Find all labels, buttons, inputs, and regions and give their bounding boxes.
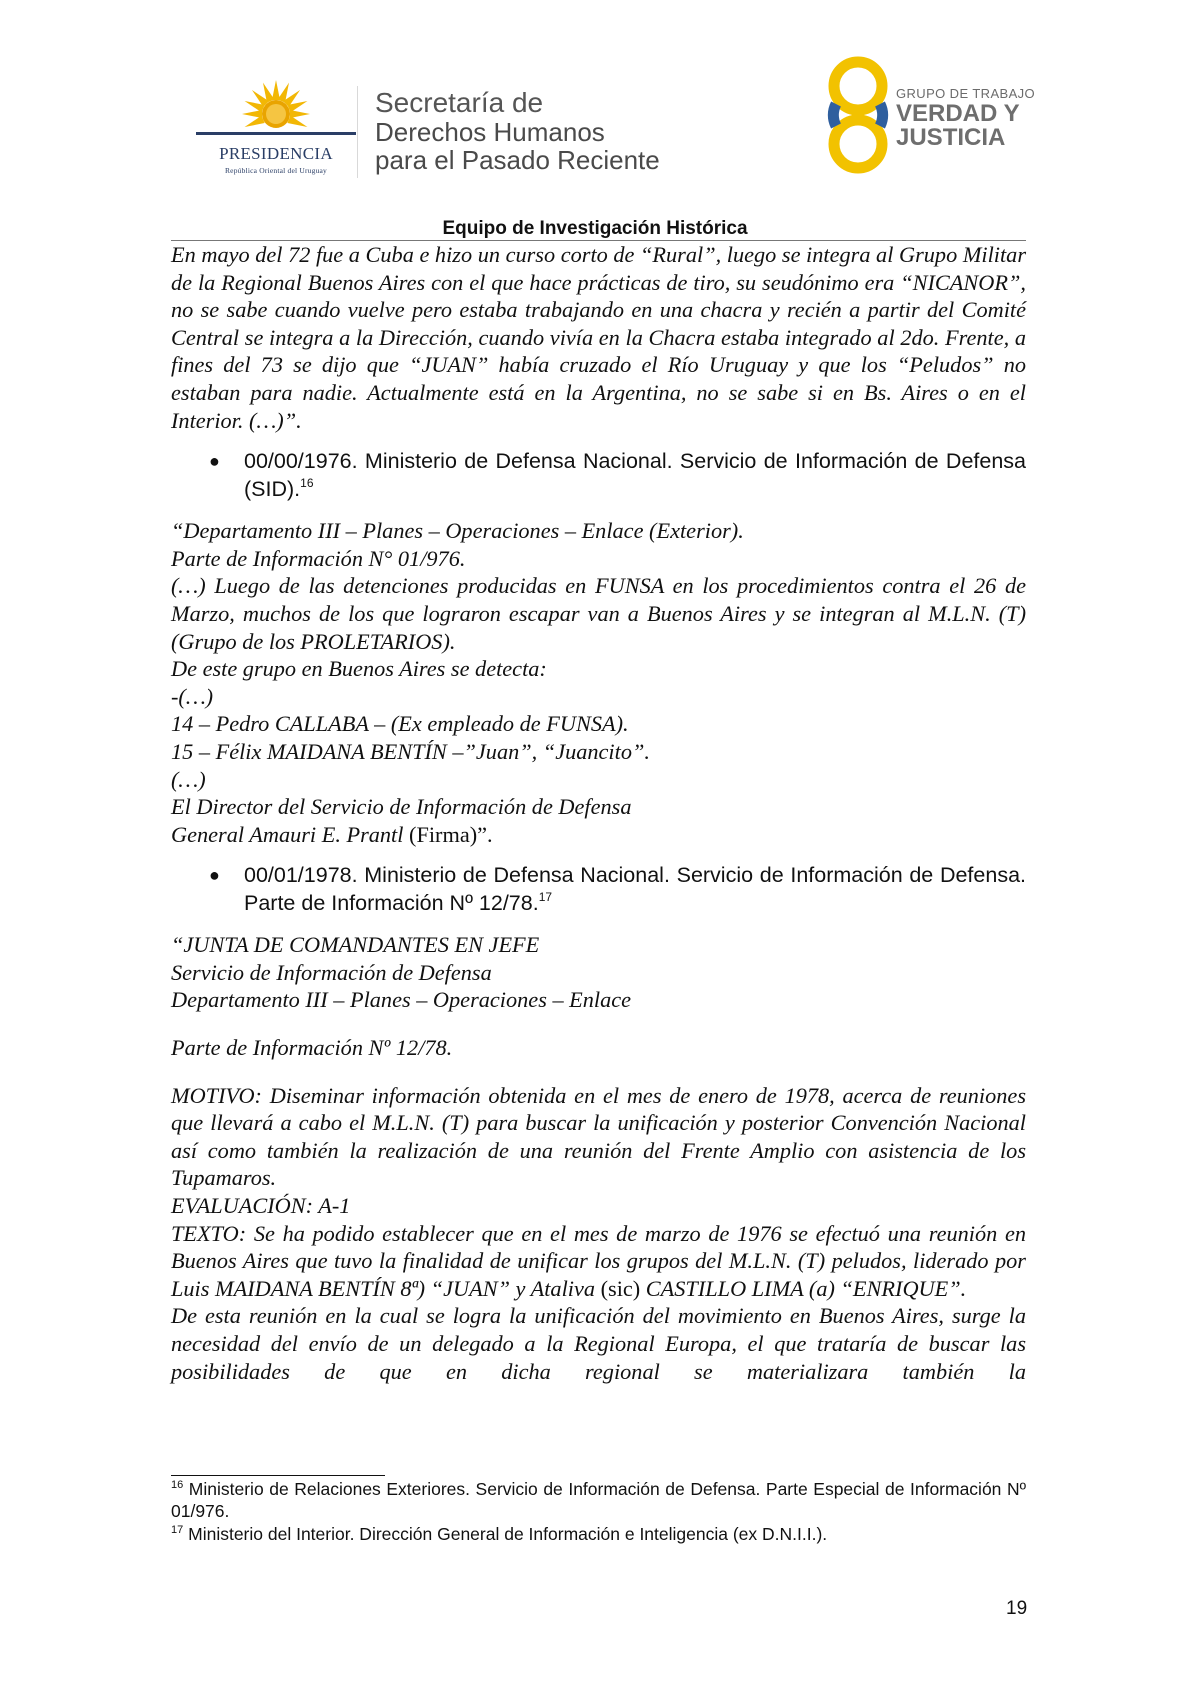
motivo-paragraph: MOTIVO: Diseminar información obtenida en el mes de enero de 1978, acerca de reuniones que llevará a cabo el M.L.N. (T) para buscar la unificación y posterior Convención Nacional así como también la realización de una reunión del Frente Amplio con asistencia de los Tupamaros.: [171, 1082, 1026, 1191]
bullet-text: 00/01/1978. Ministerio de Defensa Nacional. Servicio de Información de Defensa. Parte de Información Nº 12/78.: [244, 863, 1026, 915]
quote-line: “JUNTA DE COMANDANTES EN JEFE: [171, 932, 540, 958]
quote-line: -(…): [171, 683, 214, 709]
team-title: Equipo de Investigación Histórica: [442, 218, 748, 239]
logo-separator: [357, 86, 358, 178]
evaluacion-line: EVALUACIÓN: A-1: [171, 1193, 351, 1219]
page-header: [0, 0, 1190, 215]
quote-line: Parte de Información N° 01/976.: [171, 545, 466, 571]
footnote-text: Ministerio de Relaciones Exteriores. Servicio de Información de Defensa. Parte Especial de Información Nº 01/976.: [171, 1479, 1026, 1521]
document-body: [171, 241, 1026, 1385]
quote-paragraph: (…) Luego de las detenciones producidas en FUNSA en los procedimientos contra el 26 de Marzo, muchos de los que lograron escapar van a Buenos Aires y se integran al M.L.N. (T) (Grupo de los PROLETARIOS).: [171, 573, 1026, 654]
verdad-justicia-rings-icon: [818, 54, 908, 178]
secretaria-line2: Derechos Humanos: [375, 117, 605, 147]
footnote-separator: [171, 1475, 385, 1476]
vj-line1: VERDAD Y: [896, 100, 1020, 127]
secretaria-line1: Secretaría de: [375, 87, 544, 118]
quote-line: Parte de Información Nº 12/78.: [171, 1035, 453, 1061]
sic-note: (sic): [600, 1275, 641, 1301]
bullet-text: 00/00/1976. Ministerio de Defensa Nacional. Servicio de Información de Defensa (SID).: [244, 449, 1026, 501]
quote-line: 15 – Félix MAIDANA BENTÍN –”Juan”, “Juancito”.: [171, 738, 650, 764]
verdad-justicia-wordmark: [896, 86, 1035, 150]
secretaria-wordmark: [375, 88, 660, 174]
secretaria-line3: para el Pasado Reciente: [375, 145, 660, 175]
page-number: 19: [1006, 1598, 1028, 1619]
signature-note: (Firma)”.: [409, 821, 493, 847]
quote-line: (…): [171, 766, 206, 792]
footnote-number: 16: [171, 1479, 184, 1491]
final-paragraph: De esta reunión en la cual se logra la unificación del movimiento en Buenos Aires, surge la necesidad del envío de un delegado a la Regional Europa, el que trataría de buscar las posibilidades de que en dicha regional se materializara también la: [171, 1303, 1026, 1384]
footnote-text: Ministerio del Interior. Dirección General de Información e Inteligencia (ex D.N.I.I.).: [188, 1524, 828, 1544]
quote-signature: [171, 821, 1026, 849]
texto-paragraph: [171, 1220, 1026, 1303]
paragraph-intro: En mayo del 72 fue a Cuba e hizo un curso corto de “Rural”, luego se integra al Grupo Militar de la Regional Buenos Aires con el que hace prácticas de tiro, su seudónimo era “NICANOR”, no se sabe cuando vuelve pero estaba trabajando en una chacra y recién a partir del Comité Central se integra a la Dirección, cuando vivía en la Chacra estaba integrado al 2do. Frente, a fines del 73 se dijo que “JUAN” había cruzado el Río Uruguay y que los “Peludos” no estaban para nadie. Actualmente está en la Argentina, no se sabe si en Bs. Aires o en el Interior. (…)”.: [171, 242, 1026, 433]
presidencia-wordmark: PRESIDENCIA: [219, 144, 333, 163]
bullet-dot-icon: ●: [209, 451, 220, 472]
footnote: [171, 1478, 1026, 1522]
footnote-ref: 16: [300, 475, 314, 490]
quote-line: El Director del Servicio de Información de Defensa: [171, 794, 632, 820]
quote-line: De este grupo en Buenos Aires se detecta:: [171, 656, 547, 682]
presidencia-subtitle: República Oriental del Uruguay: [224, 166, 327, 175]
quote-line: “Departamento III – Planes – Operaciones – Enlace (Exterior).: [171, 518, 744, 544]
texto-part: TEXTO: Se ha podido establecer que en el mes de marzo de 1976 se efectuó una reunión en Buenos Aires que tuvo la finalidad de unificar los grupos del M.L.N. (T) peludos, liderado por Luis MAIDANA BENTÍN 8ª) “JUAN” y Ataliva: [171, 1220, 1026, 1301]
quote-line: 14 – Pedro CALLABA – (Ex empleado de FUNSA).: [171, 711, 629, 737]
texto-part: CASTILLO LIMA (a) “ENRIQUE”.: [645, 1275, 967, 1301]
quote-line: Departamento III – Planes – Operaciones – Enlace: [171, 987, 632, 1013]
footnote: [171, 1523, 1026, 1545]
bullet-item: [171, 448, 1026, 503]
footnote-ref: 17: [538, 889, 553, 904]
presidencia-logo: [196, 80, 356, 180]
vj-subtitle: GRUPO DE TRABAJO: [896, 86, 1036, 101]
quote-line: Servicio de Información de Defensa: [171, 959, 492, 985]
signature-name: General Amauri E. Prantl: [171, 821, 404, 847]
vj-line2: JUSTICIA: [896, 124, 1006, 151]
footnote-number: 17: [171, 1524, 184, 1536]
sun-of-may-icon: [196, 80, 356, 144]
bullet-dot-icon: ●: [209, 865, 220, 886]
bullet-item: [171, 862, 1026, 917]
